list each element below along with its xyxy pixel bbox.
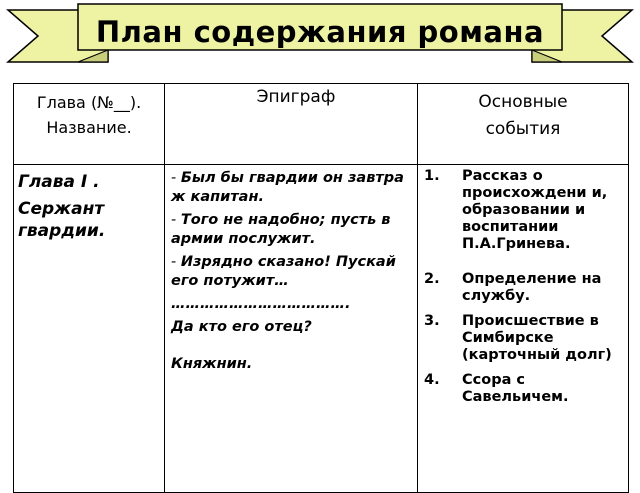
list-item: 1. Рассказ о происхождени и, образовании и воспитании П.А.Гринева. (424, 168, 608, 252)
table-row (14, 165, 629, 493)
header-events-line2: события (485, 119, 561, 139)
epigraph-cell (165, 165, 418, 493)
header-epigraph-cell (165, 84, 418, 165)
header-chapter-cell (14, 84, 165, 165)
epigraph-question: Да кто его отец? (171, 319, 312, 335)
epigraph-line: - Был бы гвардии он завтра ж капитан. (171, 170, 404, 205)
events-cell (418, 165, 629, 493)
list-item: 3. Происшествие в Симбирске (карточный долг) (424, 313, 612, 363)
epigraph-author: Княжнин. (171, 356, 253, 372)
list-item: 4. Ссора с Савельичем. (424, 372, 569, 405)
content-plan-table (13, 83, 629, 493)
header-epigraph: Эпиграф (256, 87, 336, 107)
page-title: План содержания романа (95, 15, 545, 49)
epigraph-dots: ………………………………. (171, 296, 351, 312)
epigraph-line: - Изрядно сказано! Пускай его потужит… (171, 254, 396, 289)
chapter-number: Глава I . (18, 172, 100, 192)
chapter-name: Сержант гвардии. (18, 199, 106, 241)
header-chapter-name: Название. (46, 118, 132, 137)
chapter-cell (14, 165, 165, 493)
list-item: 2. Определение на службу. (424, 271, 602, 304)
events-list (418, 168, 624, 406)
header-events-line1: Основные (478, 92, 568, 112)
title-ribbon (0, 0, 640, 80)
header-chapter: Глава (№__). (36, 93, 142, 112)
table-header-row (14, 84, 629, 165)
header-events-cell (418, 84, 629, 165)
epigraph-line: - Того не надобно; пусть в армии послужит. (171, 212, 391, 247)
